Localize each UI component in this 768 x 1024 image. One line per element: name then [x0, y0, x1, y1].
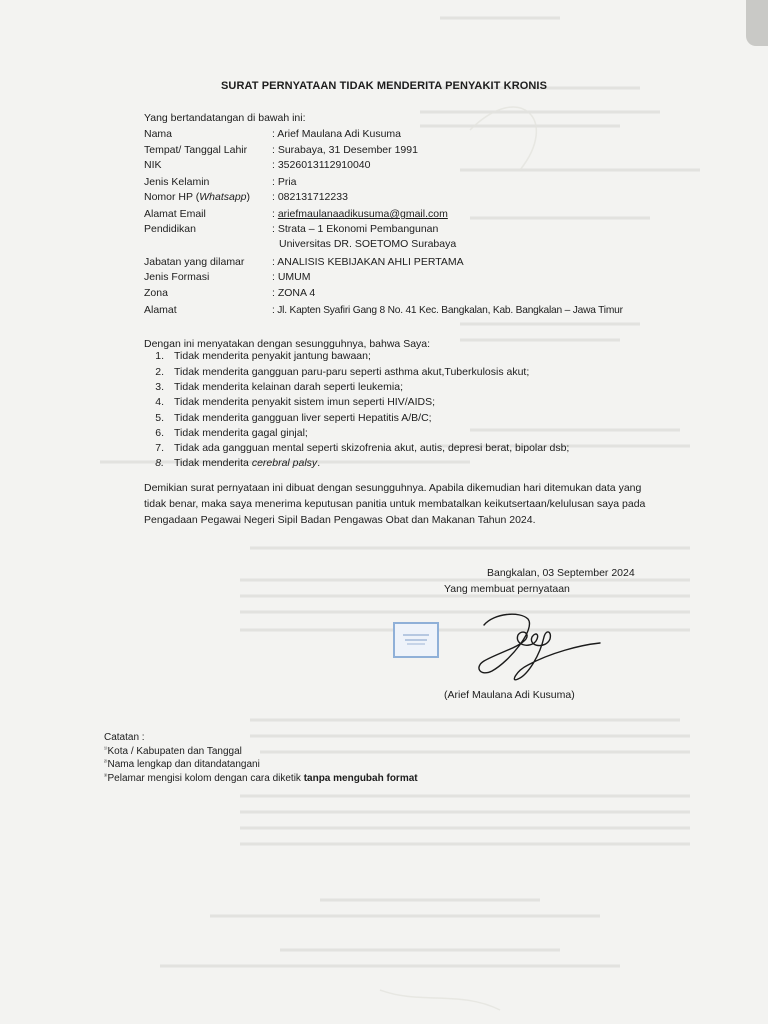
list-item-text: Tidak menderita penyakit jantung bawaan; [174, 350, 371, 362]
field-value-position: : ANALISIS KEBIJAKAN AHLI PERTAMA [272, 256, 464, 268]
list-item-text: Tidak menderita kelainan darah seperti leukemia; [174, 381, 403, 393]
field-label-gender: Jenis Kelamin [144, 176, 210, 188]
list-item-text: Tidak menderita gangguan liver seperti Hepatitis A/B/C; [174, 412, 432, 424]
field-value-name: : Arief Maulana Adi Kusuma [272, 128, 401, 140]
place-date: Bangkalan, 03 September 2024 [487, 567, 635, 579]
list-item-number: 1. [155, 350, 164, 362]
stamp-mark [401, 632, 431, 648]
list-item-number: 8. [155, 457, 164, 469]
list-item-text: Tidak menderita gagal ginjal; [174, 427, 308, 439]
declaration-intro: Dengan ini menyatakan dengan sesungguhnya, bahwa Saya: [144, 338, 431, 350]
field-value-formation: : UMUM [272, 271, 311, 283]
handwritten-signature [470, 605, 610, 685]
list-item-number: 4. [155, 396, 164, 408]
list-item-number: 7. [155, 442, 164, 454]
document-title: SURAT PERNYATAAN TIDAK MENDERITA PENYAKIT KRONIS [220, 80, 548, 92]
email-link[interactable]: ariefmaulanaadikusuma@gmail.com [277, 208, 448, 220]
field-value-education-line2: Universitas DR. SOETOMO Surabaya [279, 238, 457, 250]
field-value-address: : Jl. Kapten Syafiri Gang 8 No. 41 Kec. Bangkalan, Kab. Bangkalan – Jawa Timur [272, 305, 623, 316]
field-label-birth: Tempat/ Tanggal Lahir [144, 144, 248, 156]
list-item-number: 6. [155, 427, 164, 439]
list-item-text: Tidak menderita gangguan paru-paru seperti asthma akut,Tuberkulosis akut; [174, 366, 530, 378]
intro-text: Yang bertandatangan di bawah ini: [144, 112, 306, 124]
field-value-gender: : Pria [272, 176, 297, 188]
field-label-education: Pendidikan [144, 223, 196, 235]
field-value-education: : Strata – 1 Ekonomi Pembangunan [272, 223, 439, 235]
list-item-text: Tidak menderita penyakit sistem imun seperti HIV/AIDS; [174, 396, 436, 408]
signer-caption: Yang membuat pernyataan [444, 583, 570, 595]
field-value-phone: : 082131712233 [272, 191, 348, 203]
duty-stamp [393, 622, 439, 658]
list-item-text: Tidak menderita cerebral palsy. [174, 457, 321, 469]
note-item: $^{^{1)}}$Kota / Kabupaten dan Tanggal [104, 746, 242, 757]
field-label-formation: Jenis Formasi [144, 271, 210, 283]
notes-heading: Catatan : [104, 732, 145, 743]
note-item: $^{^{3)}}$Pelamar mengisi kolom dengan cara diketik tanpa mengubah format [104, 773, 418, 784]
signer-name: (Arief Maulana Adi Kusuma) [444, 689, 575, 701]
field-label-name: Nama [144, 128, 173, 140]
field-label-position: Jabatan yang dilamar [144, 256, 245, 268]
closing-paragraph: Demikian surat pernyataan ini dibuat dengan sesungguhnya. Apabila dikemudian hari ditemukan data yang tidak benar, maka saya menerima keputusan panitia untuk membatalkan keikutsertaan/kelulusan saya pada Pengadaan Pegawai Negeri Sipil Badan Pengawas Obat dan Makanan Tahun 2024. [144, 482, 646, 526]
field-value-zone: : ZONA 4 [272, 287, 316, 299]
field-value-nik: : 3526013112910040 [272, 159, 371, 171]
field-label-phone: Nomor HP (Whatsapp) [144, 191, 251, 203]
note-item: $^{^{2)}}$Nama lengkap dan ditandatangani [104, 759, 260, 770]
list-item-number: 5. [155, 412, 164, 424]
list-item-text: Tidak ada gangguan mental seperti skizofrenia akut, autis, depresi berat, bipolar dsb; [174, 442, 570, 454]
field-label-nik: NIK [144, 159, 162, 171]
field-value-email: : ariefmaulanaadikusuma@gmail.com [272, 208, 448, 220]
list-item-number: 2. [155, 366, 164, 378]
list-item-number: 3. [155, 381, 164, 393]
field-label-email: Alamat Email [144, 208, 206, 220]
field-value-birth: : Surabaya, 31 Desember 1991 [272, 144, 418, 156]
field-label-address: Alamat [144, 304, 177, 316]
page-corner-shadow [746, 0, 768, 46]
field-label-zone: Zona [144, 287, 168, 299]
